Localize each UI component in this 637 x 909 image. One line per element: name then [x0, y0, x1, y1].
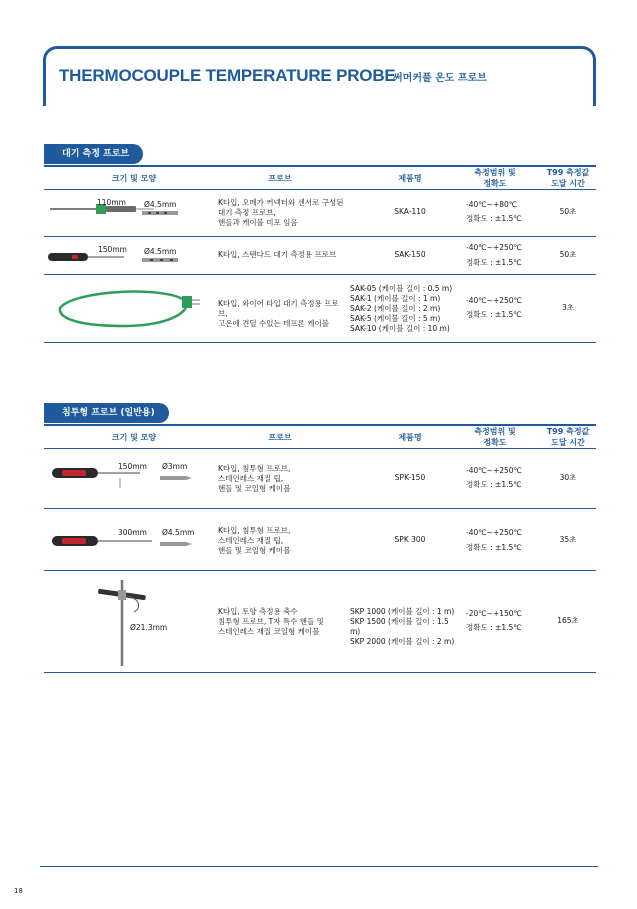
table-bottom-rule — [44, 342, 596, 343]
page-title: THERMOCOUPLE TEMPERATURE PROBE — [59, 66, 396, 85]
col-header-model: 제품명 — [398, 174, 422, 183]
probe-diameter: Ø4.5mm — [144, 200, 177, 209]
range-value: -40℃~+250℃ — [466, 528, 522, 537]
probe-tip-image — [142, 257, 182, 263]
range-value: -20℃~+150℃ — [466, 609, 522, 618]
model-name: SKP 1000 (케이블 길이 : 1 m) SKP 1500 (케이블 길이 : 1.5 m) SKP 2000 (케이블 길이 : 2 m) — [350, 607, 455, 646]
probe-image-spk300 — [48, 534, 158, 554]
col-header-size: 크기 및 모양 — [111, 433, 157, 442]
probe-description: K타입, 와이어 타입 대기 측정용 프로브, 고온에 견딜 수있는 테프론 케이블 — [218, 299, 339, 328]
col-header-range: 측정범위 및 정확도 — [474, 168, 516, 188]
probe-length: 150mm — [118, 462, 147, 471]
row-divider — [44, 570, 596, 571]
col-header-t99: T99 측정값 도달 시간 — [546, 168, 590, 188]
probe-tip-image — [160, 541, 194, 547]
probe-tip-image — [160, 475, 194, 481]
col-header-size: 크기 및 모양 — [111, 174, 157, 183]
probe-description: K타입, 침투형 프로브, 스테인레스 재질 팁, 핸들 및 코일형 케이블 — [218, 526, 291, 555]
probe-diameter: Ø21.3mm — [130, 623, 168, 632]
t99-value: 50초 — [559, 250, 577, 259]
accuracy-value: 정확도 : ±1.5℃ — [466, 214, 522, 223]
header-rule — [44, 448, 596, 449]
probe-image-sak150 — [44, 250, 144, 264]
range-value: -40℃~+250℃ — [466, 243, 522, 252]
model-name: SPK-150 — [394, 473, 426, 482]
probe-description: K타입, 스탠다드 대기 측정용 프로브 — [218, 250, 337, 259]
probe-diameter: Ø3mm — [162, 462, 188, 471]
col-header-probe: 프로브 — [268, 433, 292, 442]
model-name: SKA-110 — [394, 207, 426, 216]
t99-value: 165초 — [557, 616, 579, 625]
footer-rule — [40, 866, 598, 867]
t99-value: 30초 — [559, 473, 577, 482]
probe-description: K타입, 오메가 커넥터와 센서로 구성된 대기 측정 프로브, 핸들과 케이블 미포 임음 — [218, 198, 344, 227]
row-divider — [44, 508, 596, 509]
model-name: SAK-05 (케이블 길이 : 0.5 m) SAK-1 (케이블 길이 : 1 m) SAK-2 (케이블 길이 : 2 m) SAK-5 (케이블 길이 : 5 m) SAK-10 (케이블 길이 : 10 m) — [350, 284, 453, 333]
probe-length: 110mm — [97, 198, 126, 207]
t99-value: 3초 — [561, 303, 575, 312]
probe-length: 150mm — [98, 245, 127, 254]
range-value: -40℃~+250℃ — [466, 466, 522, 475]
page-subtitle: 써머커플 온도 프로브 — [393, 73, 487, 84]
accuracy-value: 정확도 : ±1.5℃ — [466, 543, 522, 552]
range-value: -40℃~+250℃ — [466, 296, 522, 305]
range-value: -40℃~+80℃ — [466, 200, 518, 209]
row-divider — [44, 236, 596, 237]
section-tab-ambient: 대기 측정 프로브 — [44, 144, 143, 164]
probe-length: 300mm — [118, 528, 147, 537]
probe-diameter: Ø4.5mm — [144, 247, 177, 256]
row-divider — [44, 274, 596, 275]
section-tab-penetration: 침투형 프로브 (일반용) — [44, 403, 169, 423]
col-header-model: 제품명 — [398, 433, 422, 442]
header-rule — [44, 189, 596, 190]
col-header-range: 측정범위 및 정확도 — [474, 427, 516, 447]
accuracy-value: 정확도 : ±1.5℃ — [466, 258, 522, 267]
probe-tip-image — [142, 210, 182, 216]
probe-diameter: Ø4.5mm — [162, 528, 195, 537]
accuracy-value: 정확도 : ±1.5℃ — [466, 480, 522, 489]
accuracy-value: 정확도 : ±1.5℃ — [466, 623, 522, 632]
col-header-probe: 프로브 — [268, 174, 292, 183]
probe-description: K타입, 토양 측정용 축수 침투형 프로브, T자 특수 핸들 및 스테인레스 재질 코일형 케이블 — [218, 607, 324, 636]
probe-image-wire-sak — [54, 286, 204, 336]
model-name: SPK 300 — [394, 535, 426, 544]
accuracy-value: 정확도 : ±1.5℃ — [466, 310, 522, 319]
col-header-t99: T99 측정값 도달 시간 — [546, 427, 590, 447]
probe-description: K타입, 침투형 프로브, 스테인레스 재질 팁, 핸들 및 코일형 케이블 — [218, 464, 291, 493]
page-number: 18 — [14, 887, 23, 895]
t99-value: 50초 — [559, 207, 577, 216]
model-name: SAK-150 — [394, 250, 426, 259]
table-bottom-rule — [44, 672, 596, 673]
t99-value: 35초 — [559, 535, 577, 544]
